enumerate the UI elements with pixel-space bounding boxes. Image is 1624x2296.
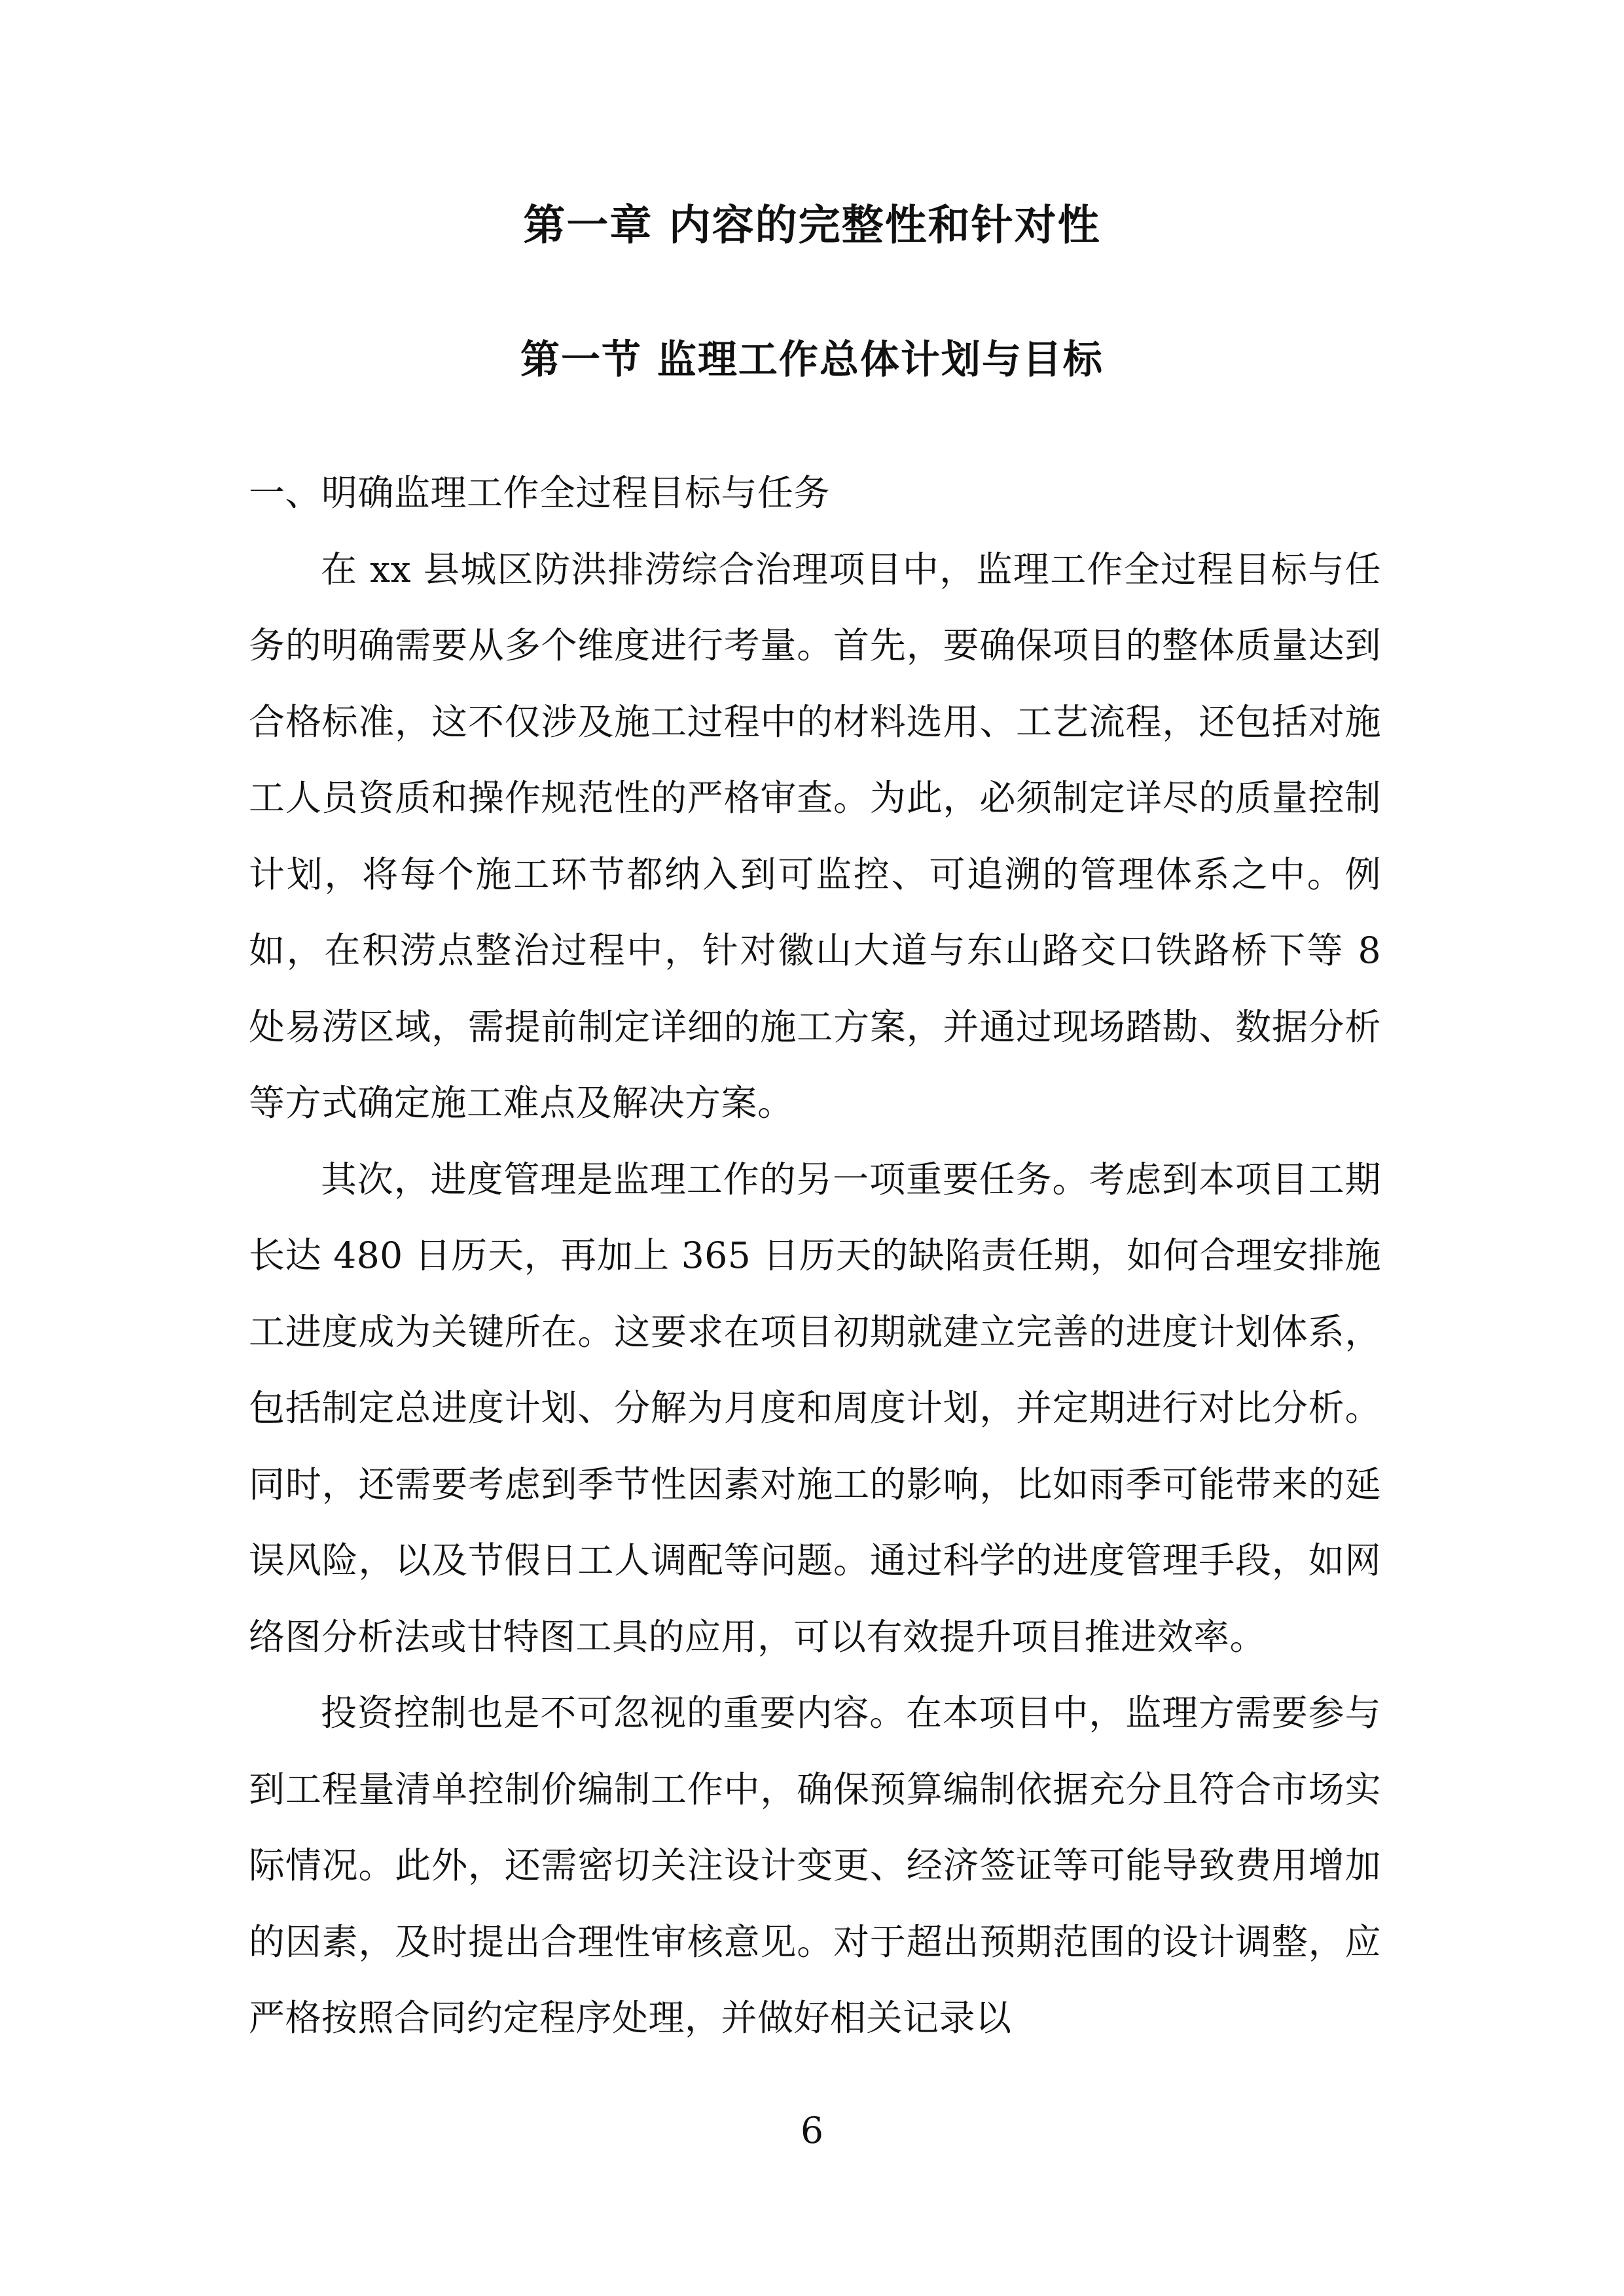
paragraph-2: 其次，进度管理是监理工作的另一项重要任务。考虑到本项目工期长达 480 日历天，再加上 365 日历天的缺陷责任期，如何合理安排施工进度成为关键所在。这要求在项目初期就建立完善的进度计划体系，包括制定总进度计划、分解为月度和周度计划，并定期进行对比分析。同时，还需要考虑到季节性因素对施工的影响，比如雨季可能带来的延误风险，以及节假日工人调配等问题。通过科学的进度管理手段，如网络图分析法或甘特图工具的应用，可以有效提升项目推进效率。 <box>249 1158 1381 1658</box>
chapter-title: 第一章 内容的完整性和针对性 <box>523 201 1101 250</box>
paragraph-1: 在 xx 县城区防洪排涝综合治理项目中，监理工作全过程目标与任务的明确需要从多个维度进行考量。首先，要确保项目的整体质量达到合格标准，这不仅涉及施工过程中的材料选用、工艺流程，还包括对施工人员资质和操作规范性的严格审查。为此，必须制定详尽的质量控制计划，将每个施工环节都纳入到可监控、可追溯的管理体系之中。例如，在积涝点整治过程中，针对徽山大道与东山路交口铁路桥下等 8 处易涝区域，需提前制定详细的施工方案，并通过现场踏勘、数据分析等方式确定施工难点及解决方案。 <box>249 548 1381 1124</box>
page-number: 6 <box>801 2109 823 2151</box>
section-title: 第一节 监理工作总体计划与目标 <box>520 337 1104 383</box>
paragraph-3: 投资控制也是不可忽视的重要内容。在本项目中，监理方需要参与到工程量清单控制价编制工作中，确保预算编制依据充分且符合市场实际情况。此外，还需密切关注设计变更、经济签证等可能导致费用增加的因素，及时提出合理性审核意见。对于超出预期范围的设计调整，应严格按照合同约定程序处理，并做好相关记录以 <box>249 1692 1381 2039</box>
body-text <box>249 455 1381 2056</box>
subsection-heading: 一、明确监理工作全过程目标与任务 <box>249 472 831 514</box>
